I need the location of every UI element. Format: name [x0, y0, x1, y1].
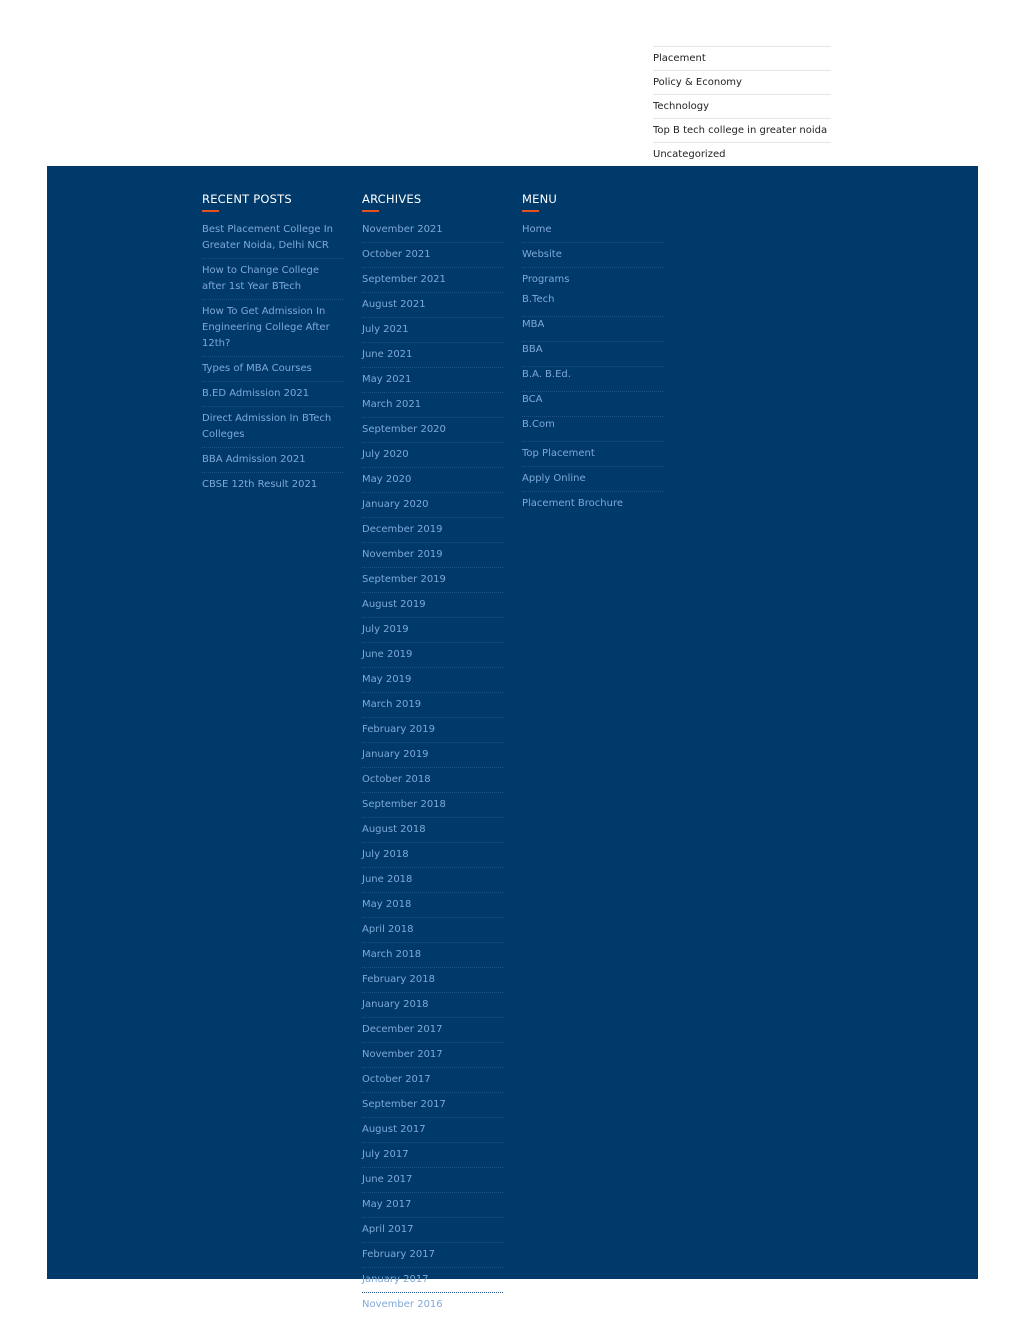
menu-link-home[interactable]: Home [522, 224, 552, 235]
menu-subitem[interactable] [522, 292, 663, 317]
archive-link[interactable]: March 2019 [362, 699, 422, 710]
archive-item[interactable] [362, 743, 503, 768]
archive-link[interactable]: December 2017 [362, 1024, 443, 1035]
recent-post-item[interactable] [202, 448, 343, 473]
archive-item[interactable] [362, 1018, 503, 1043]
menu-item[interactable] [522, 492, 663, 516]
archive-item[interactable] [362, 968, 503, 993]
recent-post-item[interactable] [202, 218, 343, 259]
archive-item[interactable] [362, 868, 503, 893]
archive-link[interactable]: May 2020 [362, 474, 412, 485]
archive-link[interactable]: September 2020 [362, 424, 446, 435]
archive-link[interactable]: February 2017 [362, 1249, 435, 1260]
menu-link-btech[interactable]: B.Tech [522, 294, 555, 305]
archive-item[interactable] [362, 218, 503, 243]
category-link-uncategorized[interactable]: Uncategorized [653, 149, 726, 160]
archive-link[interactable]: November 2016 [362, 1299, 443, 1310]
menu-link-apply-online[interactable]: Apply Online [522, 473, 586, 484]
category-link-policy-economy[interactable]: Policy & Economy [653, 77, 742, 88]
archive-item[interactable] [362, 943, 503, 968]
menu-item[interactable] [522, 467, 663, 492]
archive-link[interactable]: September 2018 [362, 799, 446, 810]
archive-link[interactable]: September 2019 [362, 574, 446, 585]
archive-link[interactable]: October 2018 [362, 774, 431, 785]
archive-item[interactable] [362, 343, 503, 368]
menu-list [522, 218, 663, 516]
recent-post-link[interactable]: Types of MBA Courses [202, 363, 312, 374]
archive-link[interactable]: April 2018 [362, 924, 414, 935]
archive-item[interactable] [362, 893, 503, 918]
archive-link[interactable]: July 2017 [362, 1149, 409, 1160]
recent-post-link[interactable]: B.ED Admission 2021 [202, 388, 310, 399]
archive-link[interactable]: February 2019 [362, 724, 435, 735]
menu-item[interactable] [522, 442, 663, 467]
archive-link[interactable]: July 2020 [362, 449, 409, 460]
archive-link[interactable]: August 2018 [362, 824, 426, 835]
archive-link[interactable]: June 2018 [362, 874, 413, 885]
archive-link[interactable]: July 2021 [362, 324, 409, 335]
archive-item[interactable] [362, 768, 503, 793]
menu-link-website[interactable]: Website [522, 249, 562, 260]
archives-widget [362, 192, 503, 1317]
archives-list [362, 218, 503, 1317]
archive-link[interactable]: January 2019 [362, 749, 429, 760]
menu-link-placement-brochure[interactable]: Placement Brochure [522, 498, 624, 509]
recent-post-link[interactable]: How to Change College after 1st Year BTech [202, 265, 319, 292]
menu-subitem[interactable] [522, 417, 663, 442]
archive-link[interactable]: March 2018 [362, 949, 422, 960]
archive-item[interactable] [362, 843, 503, 868]
archive-link[interactable]: May 2019 [362, 674, 412, 685]
menu-link-top-placement[interactable]: Top Placement [522, 448, 595, 459]
archive-item[interactable] [362, 318, 503, 343]
archive-item[interactable] [362, 718, 503, 743]
archive-item[interactable] [362, 993, 503, 1018]
archive-link[interactable]: September 2021 [362, 274, 446, 285]
recent-post-item[interactable] [202, 382, 343, 407]
category-item[interactable] [653, 143, 831, 166]
archive-item[interactable] [362, 918, 503, 943]
archive-item[interactable] [362, 643, 503, 668]
archive-item[interactable] [362, 418, 503, 443]
archive-item[interactable] [362, 443, 503, 468]
title-underline [522, 210, 539, 212]
menu-subitem[interactable] [522, 342, 663, 367]
archive-item[interactable] [362, 1043, 503, 1068]
recent-post-item[interactable] [202, 300, 343, 357]
recent-post-link[interactable]: CBSE 12th Result 2021 [202, 479, 318, 490]
archive-link[interactable]: January 2018 [362, 999, 429, 1010]
site-footer [47, 166, 978, 1310]
menu-title: MENU [522, 192, 558, 206]
archive-item[interactable] [362, 1268, 503, 1293]
menu-item[interactable] [522, 218, 663, 243]
archives-title: ARCHIVES [362, 192, 422, 206]
archive-item[interactable] [362, 293, 503, 318]
category-link-top-btech[interactable]: Top B tech college in greater noida [653, 125, 828, 136]
recent-post-item[interactable] [202, 259, 343, 300]
category-item[interactable] [653, 119, 831, 143]
archive-link[interactable]: May 2017 [362, 1199, 412, 1210]
menu-subitem[interactable] [522, 367, 663, 392]
archive-link[interactable]: March 2021 [362, 399, 422, 410]
recent-posts-widget [202, 192, 343, 497]
archive-item[interactable] [362, 618, 503, 643]
recent-post-item[interactable] [202, 357, 343, 382]
menu-item[interactable] [522, 268, 663, 292]
archive-link[interactable]: October 2021 [362, 249, 431, 260]
menu-subitem[interactable] [522, 392, 663, 417]
archive-item[interactable] [362, 1093, 503, 1118]
category-item[interactable] [653, 95, 831, 119]
archive-item[interactable] [362, 243, 503, 268]
archive-link[interactable]: July 2018 [362, 849, 409, 860]
archive-link[interactable]: August 2019 [362, 599, 426, 610]
archive-item[interactable] [362, 1143, 503, 1168]
archive-item[interactable] [362, 818, 503, 843]
menu-link-bba[interactable]: BBA [522, 344, 543, 355]
archive-item[interactable] [362, 693, 503, 718]
archive-item[interactable] [362, 668, 503, 693]
category-item[interactable] [653, 71, 831, 95]
menu-link-programs[interactable]: Programs [522, 274, 570, 285]
menu-subitem[interactable] [522, 317, 663, 342]
archive-link[interactable]: June 2021 [362, 349, 413, 360]
archive-item[interactable] [362, 1193, 503, 1218]
archive-link[interactable]: November 2021 [362, 224, 443, 235]
archive-item[interactable] [362, 1118, 503, 1143]
category-list [653, 46, 831, 166]
archive-link[interactable]: August 2017 [362, 1124, 426, 1135]
archive-link[interactable]: May 2021 [362, 374, 412, 385]
archive-item[interactable] [362, 1068, 503, 1093]
archive-item[interactable] [362, 1218, 503, 1243]
archive-link[interactable]: February 2018 [362, 974, 435, 985]
archive-item[interactable] [362, 793, 503, 818]
recent-posts-title: RECENT POSTS [202, 192, 292, 206]
menu-link-bcom[interactable]: B.Com [522, 419, 555, 430]
category-item[interactable] [653, 47, 831, 71]
archive-item[interactable] [362, 593, 503, 618]
archive-link[interactable]: November 2019 [362, 549, 443, 560]
menu-item[interactable] [522, 243, 663, 268]
archive-link[interactable]: June 2017 [362, 1174, 413, 1185]
archive-link[interactable]: August 2021 [362, 299, 426, 310]
title-underline [202, 210, 219, 212]
archive-item[interactable] [362, 518, 503, 543]
archive-item[interactable] [362, 368, 503, 393]
recent-posts-list [202, 218, 343, 497]
archive-link[interactable]: January 2017 [362, 1274, 429, 1285]
archive-link[interactable]: January 2020 [362, 499, 429, 510]
archive-link[interactable]: November 2017 [362, 1049, 443, 1060]
menu-link-ba-bed[interactable]: B.A. B.Ed. [522, 369, 571, 380]
archive-link[interactable]: June 2019 [362, 649, 413, 660]
archive-item[interactable] [362, 568, 503, 593]
category-link-technology[interactable]: Technology [653, 101, 710, 112]
recent-post-link[interactable]: Best Placement College In Greater Noida, Delhi NCR [202, 224, 334, 251]
archive-link[interactable]: May 2018 [362, 899, 412, 910]
title-underline [362, 210, 379, 212]
menu-link-bca[interactable]: BCA [522, 394, 543, 405]
archive-item[interactable] [362, 493, 503, 518]
archive-item[interactable] [362, 543, 503, 568]
archive-link[interactable]: December 2019 [362, 524, 443, 535]
recent-post-link[interactable]: BBA Admission 2021 [202, 454, 306, 465]
recent-post-item[interactable] [202, 407, 343, 448]
archive-item[interactable] [362, 1243, 503, 1268]
archive-item[interactable] [362, 1293, 503, 1317]
category-link-placement[interactable]: Placement [653, 53, 706, 64]
recent-post-link[interactable]: Direct Admission In BTech Colleges [202, 413, 332, 440]
menu-widget [522, 192, 663, 516]
archive-item[interactable] [362, 468, 503, 493]
menu-link-mba[interactable]: MBA [522, 319, 545, 330]
archive-link[interactable]: September 2017 [362, 1099, 446, 1110]
archive-item[interactable] [362, 393, 503, 418]
archive-item[interactable] [362, 1168, 503, 1193]
archive-link[interactable]: April 2017 [362, 1224, 414, 1235]
archive-link[interactable]: July 2019 [362, 624, 409, 635]
archive-link[interactable]: October 2017 [362, 1074, 431, 1085]
recent-post-link[interactable]: How To Get Admission In Engineering College After 12th? [202, 306, 330, 349]
recent-post-item[interactable] [202, 473, 343, 497]
archive-item[interactable] [362, 268, 503, 293]
